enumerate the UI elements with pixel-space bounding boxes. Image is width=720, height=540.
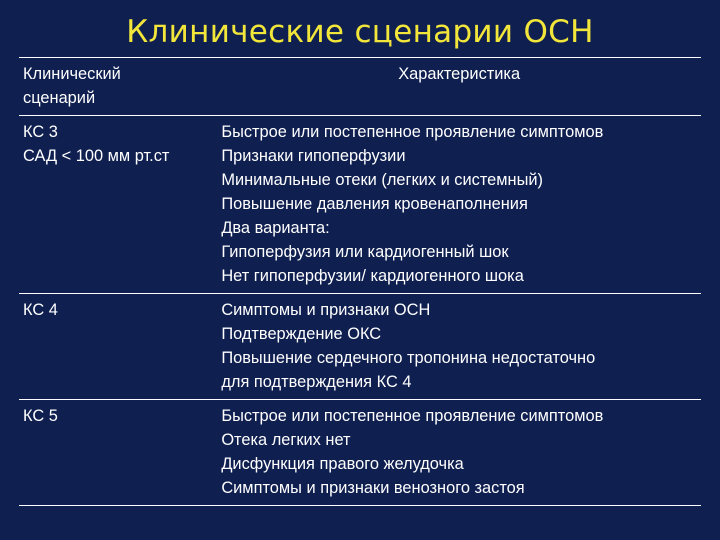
header-scenario-line: сценарий xyxy=(23,89,96,107)
characteristic-line: Повышение сердечного тропонина недостаточно xyxy=(221,349,596,367)
table-row xyxy=(19,294,701,400)
scenario-sbp-criterion: САД < 100 мм рт.ст xyxy=(23,147,170,165)
table-row xyxy=(19,400,701,506)
characteristic-cell xyxy=(217,116,701,294)
characteristic-line: для подтверждения КС 4 xyxy=(221,373,412,391)
characteristic-line: Дисфункция правого желудочка xyxy=(221,455,464,473)
header-characteristic-label: Характеристика xyxy=(398,65,521,83)
characteristic-line: Гипоперфузия или кардиогенный шок xyxy=(221,243,509,261)
characteristic-line: Признаки гипоперфузии xyxy=(221,147,406,165)
characteristic-line: Симптомы и признаки венозного застоя xyxy=(221,479,525,497)
header-scenario-cell xyxy=(19,58,217,116)
header-characteristic-cell xyxy=(217,58,701,116)
scenario-cell xyxy=(19,294,217,400)
scenario-label: КС 3 xyxy=(23,123,58,141)
header-scenario-line: Клинический xyxy=(23,65,121,83)
characteristic-line: Отека легких нет xyxy=(221,431,351,449)
characteristic-line: Два варианта: xyxy=(221,219,330,237)
characteristic-line: Нет гипоперфузии/ кардиогенного шока xyxy=(221,267,524,285)
characteristic-cell xyxy=(217,294,701,400)
characteristic-line: Минимальные отеки (легких и системный) xyxy=(221,171,543,189)
scenario-cell xyxy=(19,116,217,294)
scenario-label: КС 4 xyxy=(23,301,58,319)
characteristic-line: Симптомы и признаки ОСН xyxy=(221,301,431,319)
characteristic-cell xyxy=(217,400,701,506)
slide-title: Клинические сценарии ОСН xyxy=(126,14,594,50)
characteristic-line: Подтверждение ОКС xyxy=(221,325,382,343)
characteristic-line: Повышение давления кровенаполнения xyxy=(221,195,528,213)
scenarios-table xyxy=(19,57,701,506)
characteristic-line: Быстрое или постепенное проявление симптомов xyxy=(221,123,604,141)
scenario-label: КС 5 xyxy=(23,407,58,425)
characteristic-line: Быстрое или постепенное проявление симптомов xyxy=(221,407,604,425)
table-header-row xyxy=(19,58,701,116)
table-row xyxy=(19,116,701,294)
scenario-cell xyxy=(19,400,217,506)
